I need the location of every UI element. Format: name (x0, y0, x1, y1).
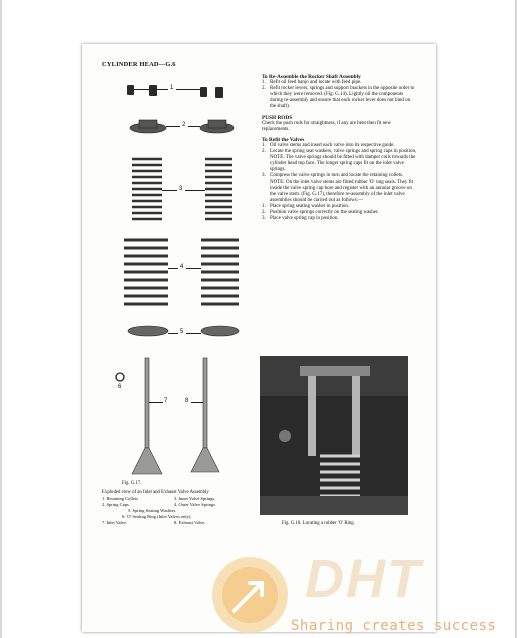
callout-8: 8 (185, 398, 189, 404)
valve-parts-drawing (102, 82, 252, 482)
legend-title: Exploded view of an Inlet and Exhaust Valve Assembly (102, 490, 209, 495)
exploded-valve-illustration (102, 82, 252, 482)
leader-3b (185, 190, 205, 191)
rocker-step-1: 1. Refit oil feed banjo and locate with feed pipe. (262, 80, 362, 86)
legend-item: 5. Spring Seating Washers. (128, 508, 177, 513)
heading-refit-valves: To Refit the Valves (262, 136, 305, 143)
leader-2 (166, 126, 180, 127)
page-title: CYLINDER HEAD—G.6 (102, 61, 176, 68)
figure-caption-g17: Fig. G.17. (122, 481, 142, 486)
note-2: NOTE: On the inlet valve stems are fitted rubber 'O' ring seals. They fit inside the valve spring cap bore and register with an annular groove on the valve stem. (Fig. G.17), therefore re-assembly of the inlet valve assemblies should be carried out as follows:— (270, 179, 414, 203)
legend-item: 8. Exhaust Valve. (174, 520, 206, 525)
watermark-slogan: Sharing creates success (291, 618, 497, 634)
heading-push-rods: PUSH RODS (262, 114, 293, 121)
photo-drawing (260, 356, 408, 515)
legend-item: 7. Inlet Valve. (102, 520, 128, 525)
valve-compressor-photo (260, 356, 408, 515)
leader-4b (186, 268, 201, 269)
callout-6: 6 (118, 384, 122, 390)
rocker-step-2: 2. Refit rocker levers, springs and support brackets in the opposite order to which they were removed. (Fig. G.14). Lightly oil the components during re-assembly and ensure that each rocker lever does not bind on the shaft). (262, 86, 415, 110)
pushrods-body: Check the push rods for straightness, if any are bent then fit new replacements. (262, 120, 391, 132)
legend-item: 2. Spring Caps. (102, 502, 130, 507)
figure-caption-g18: Fig. G.18. Locating a rubber 'O' Ring. (282, 521, 355, 526)
legend-item: 6. 'O' Sealing Ring (Inlet Valves only). (122, 514, 192, 519)
callout-5: 5 (180, 329, 184, 335)
leader-5b (186, 333, 201, 334)
viewer-border-left (0, 0, 2, 638)
leader-3 (162, 190, 177, 191)
sub-step-3: 3. Place valve spring cap in position. (262, 216, 339, 222)
watermark-logo-icon (210, 555, 290, 635)
sub-step-2: 2. Position valve springs correctly on the seating washer. (262, 209, 379, 215)
legend-item: 4. Outer Valve Springs. (174, 502, 217, 507)
leader-2b (188, 126, 200, 127)
valve-step-2: 2. Locate the spring seat washers, valve springs and spring caps in position, (262, 149, 417, 155)
instructions-column (262, 74, 417, 222)
leader-1b (176, 89, 200, 90)
valve-step-3: 3. Compress the valve springs in turn and locate the retaining collets. (262, 173, 404, 179)
callout-7: 7 (164, 398, 168, 404)
leader-7 (149, 402, 163, 403)
leader-1 (134, 89, 168, 90)
leader-4 (168, 268, 178, 269)
callout-3: 3 (179, 186, 183, 192)
callout-4: 4 (180, 264, 184, 270)
heading-rocker-shaft: To Re-Assemble the Rocker Shaft Assembly (262, 74, 361, 80)
valve-step-1: 1. Oil valve stems and insert each valve into its respective guide. (262, 142, 395, 148)
document-page (82, 44, 436, 632)
legend-item: 1. Retaining Collets (102, 496, 138, 501)
legend-item: 3. Inner Valve Springs. (174, 496, 216, 501)
leader-5 (168, 333, 178, 334)
leader-8 (191, 402, 203, 403)
callout-1: 1 (170, 85, 174, 91)
note-1: NOTE: The valve springs should be fitted with damper coils towards the cylinder head top face. The longer spring caps fit on the inlet valve springs. (270, 155, 416, 173)
watermark-brand: DHT (305, 549, 422, 609)
sub-step-1: 1. Place spring seating washer in position. (262, 203, 350, 209)
callout-2: 2 (182, 122, 186, 128)
